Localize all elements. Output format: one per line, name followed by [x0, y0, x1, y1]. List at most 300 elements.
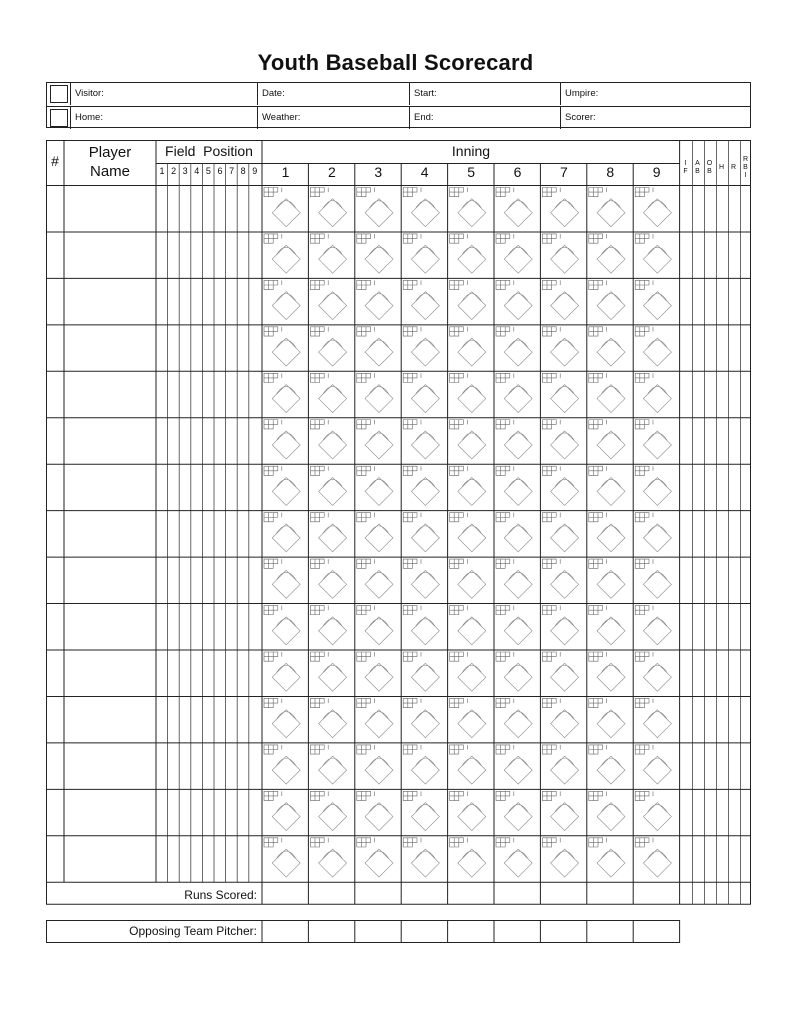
at-bat-cell[interactable]: [264, 466, 300, 505]
at-bat-cell[interactable]: [310, 327, 346, 366]
at-bat-cell[interactable]: [635, 327, 671, 366]
diamond-icon: [365, 385, 393, 413]
diamond-icon: [504, 756, 532, 784]
diamond-icon: [365, 617, 393, 645]
count-boxes: [310, 559, 328, 568]
at-bat-cell[interactable]: [264, 652, 300, 691]
at-bat-cell[interactable]: [450, 466, 486, 505]
count-boxes: [635, 234, 653, 243]
at-bat-cell[interactable]: [450, 513, 486, 552]
count-boxes: [264, 280, 282, 289]
at-bat-cell[interactable]: [589, 791, 625, 830]
at-bat-cell[interactable]: [450, 188, 486, 227]
diamond-icon: [319, 338, 347, 366]
position-2-header: 2: [171, 166, 177, 176]
at-bat-cell[interactable]: [357, 234, 393, 273]
at-bat-cell[interactable]: [264, 838, 300, 877]
diamond-icon: [458, 617, 486, 645]
at-bat-cell[interactable]: [357, 513, 393, 552]
diamond-icon: [551, 849, 579, 877]
count-boxes: [403, 327, 421, 336]
at-bat-cell[interactable]: [496, 652, 532, 691]
at-bat-cell[interactable]: [589, 559, 625, 598]
diamond-icon: [504, 245, 532, 273]
diamond-icon: [365, 710, 393, 738]
diamond-icon: [643, 385, 671, 413]
at-bat-cell[interactable]: [589, 513, 625, 552]
count-boxes: [589, 280, 607, 289]
diamond-icon: [504, 617, 532, 645]
diamond-icon: [597, 477, 625, 505]
position-5-header: 5: [205, 166, 211, 176]
diamond-icon: [597, 385, 625, 413]
diamond-icon: [551, 710, 579, 738]
diamond-icon: [551, 570, 579, 598]
at-bat-cell[interactable]: [310, 373, 346, 412]
count-boxes: [542, 466, 560, 475]
diamond-icon: [411, 617, 439, 645]
diamond-icon: [597, 849, 625, 877]
at-bat-cell[interactable]: [310, 652, 346, 691]
diamond-icon: [411, 570, 439, 598]
count-boxes: [589, 234, 607, 243]
diamond-icon: [643, 245, 671, 273]
diamond-icon: [411, 803, 439, 831]
inning-7-header: 7: [559, 164, 568, 180]
at-bat-cell[interactable]: [310, 791, 346, 830]
at-bat-cell[interactable]: [450, 698, 486, 737]
count-boxes: [496, 652, 514, 661]
at-bat-cell[interactable]: [264, 373, 300, 412]
at-bat-cell[interactable]: [589, 606, 625, 645]
at-bat-cell[interactable]: [589, 698, 625, 737]
field-position-header: Field Position: [165, 143, 253, 159]
diamond-icon: [411, 756, 439, 784]
at-bat-cell[interactable]: [542, 698, 578, 737]
count-boxes: [589, 606, 607, 615]
at-bat-cell[interactable]: [357, 791, 393, 830]
count-boxes: [450, 327, 468, 336]
count-boxes: [542, 698, 560, 707]
diamond-icon: [551, 292, 579, 320]
count-boxes: [450, 513, 468, 522]
count-boxes: [264, 606, 282, 615]
at-bat-cell[interactable]: [496, 606, 532, 645]
diamond-icon: [319, 803, 347, 831]
at-bat-cell[interactable]: [310, 513, 346, 552]
diamond-icon: [643, 477, 671, 505]
diamond-icon: [365, 477, 393, 505]
at-bat-cell[interactable]: [450, 420, 486, 459]
at-bat-cell[interactable]: [403, 234, 439, 273]
diamond-icon: [272, 385, 300, 413]
at-bat-cell[interactable]: [496, 280, 532, 319]
at-bat-cell[interactable]: [496, 791, 532, 830]
count-boxes: [357, 234, 375, 243]
at-bat-cell[interactable]: [542, 745, 578, 784]
count-boxes: [264, 327, 282, 336]
diamond-icon: [643, 617, 671, 645]
at-bat-cell[interactable]: [635, 373, 671, 412]
diamond-icon: [319, 710, 347, 738]
count-boxes: [635, 791, 653, 800]
at-bat-cell[interactable]: [450, 234, 486, 273]
diamond-icon: [597, 245, 625, 273]
diamond-icon: [272, 338, 300, 366]
diamond-icon: [319, 245, 347, 273]
at-bat-cell[interactable]: [357, 606, 393, 645]
diamond-icon: [643, 199, 671, 227]
at-bat-cell[interactable]: [310, 188, 346, 227]
at-bat-cell[interactable]: [496, 327, 532, 366]
at-bat-cell[interactable]: [635, 420, 671, 459]
number-header: #: [51, 153, 59, 169]
at-bat-cell[interactable]: [357, 188, 393, 227]
count-boxes: [403, 513, 421, 522]
start-field[interactable]: Start:: [409, 83, 560, 105]
at-bat-cell[interactable]: [542, 652, 578, 691]
diamond-icon: [272, 477, 300, 505]
at-bat-cell[interactable]: [310, 234, 346, 273]
position-8-header: 8: [240, 166, 246, 176]
at-bat-cell[interactable]: [310, 745, 346, 784]
count-boxes: [357, 745, 375, 754]
count-boxes: [264, 791, 282, 800]
stat-2-header-char: O: [706, 160, 713, 167]
count-boxes: [635, 559, 653, 568]
at-bat-cell[interactable]: [589, 838, 625, 877]
at-bat-cell[interactable]: [357, 373, 393, 412]
at-bat-cell[interactable]: [310, 420, 346, 459]
count-boxes: [450, 280, 468, 289]
at-bat-cell[interactable]: [403, 188, 439, 227]
scorer-field[interactable]: Scorer:: [560, 107, 750, 129]
home-field[interactable]: Home:: [70, 107, 257, 129]
at-bat-cell[interactable]: [310, 280, 346, 319]
diamond-icon: [551, 245, 579, 273]
diamond-icon: [551, 477, 579, 505]
diamond-icon: [272, 570, 300, 598]
count-boxes: [310, 745, 328, 754]
at-bat-cell[interactable]: [635, 559, 671, 598]
stat-2-header-char: B: [707, 168, 712, 175]
runs-scored-label: Runs Scored:: [184, 888, 257, 902]
at-bat-cell[interactable]: [450, 606, 486, 645]
diamond-icon: [643, 663, 671, 691]
at-bat-cell[interactable]: [403, 791, 439, 830]
at-bat-cell[interactable]: [589, 234, 625, 273]
diamond-icon: [319, 477, 347, 505]
at-bat-cell[interactable]: [450, 791, 486, 830]
at-bat-cell[interactable]: [635, 838, 671, 877]
at-bat-cell[interactable]: [635, 188, 671, 227]
at-bat-cell[interactable]: [635, 606, 671, 645]
diamond-icon: [319, 199, 347, 227]
diamond-icon: [365, 803, 393, 831]
inning-header: Inning: [451, 143, 491, 159]
diamond-icon: [643, 756, 671, 784]
diamond-icon: [504, 710, 532, 738]
count-boxes: [589, 513, 607, 522]
count-boxes: [264, 420, 282, 429]
at-bat-cell[interactable]: [450, 327, 486, 366]
diamond-icon: [458, 477, 486, 505]
at-bat-cell[interactable]: [635, 280, 671, 319]
count-boxes: [310, 513, 328, 522]
at-bat-cell[interactable]: [589, 373, 625, 412]
at-bat-cell[interactable]: [357, 420, 393, 459]
at-bat-cell[interactable]: [310, 698, 346, 737]
count-boxes: [589, 188, 607, 197]
at-bat-cell[interactable]: [635, 466, 671, 505]
diamond-icon: [504, 431, 532, 459]
diamond-icon: [643, 338, 671, 366]
at-bat-cell[interactable]: [542, 234, 578, 273]
at-bat-cell[interactable]: [264, 188, 300, 227]
at-bat-cell[interactable]: [450, 838, 486, 877]
diamond-icon: [458, 431, 486, 459]
diamond-icon: [458, 338, 486, 366]
stat-1-header-char: A: [695, 160, 700, 167]
at-bat-cell[interactable]: [589, 466, 625, 505]
diamond-icon: [643, 710, 671, 738]
diamond-icon: [411, 431, 439, 459]
diamond-icon: [458, 849, 486, 877]
diamond-icon: [319, 524, 347, 552]
count-boxes: [542, 652, 560, 661]
weather-field[interactable]: Weather:: [257, 107, 409, 129]
at-bat-cell[interactable]: [542, 420, 578, 459]
count-boxes: [403, 698, 421, 707]
count-boxes: [450, 234, 468, 243]
diamond-icon: [411, 199, 439, 227]
at-bat-cell[interactable]: [542, 373, 578, 412]
at-bat-cell[interactable]: [403, 327, 439, 366]
at-bat-cell[interactable]: [542, 327, 578, 366]
at-bat-cell[interactable]: [450, 559, 486, 598]
count-boxes: [496, 188, 514, 197]
at-bat-cell[interactable]: [589, 420, 625, 459]
count-boxes: [542, 280, 560, 289]
diamond-icon: [272, 292, 300, 320]
visitor-field[interactable]: Visitor:: [70, 83, 257, 105]
at-bat-cell[interactable]: [403, 513, 439, 552]
count-boxes: [635, 606, 653, 615]
diamond-icon: [458, 292, 486, 320]
count-boxes: [635, 420, 653, 429]
diamond-icon: [365, 849, 393, 877]
count-boxes: [264, 373, 282, 382]
at-bat-cell[interactable]: [542, 466, 578, 505]
at-bat-cell[interactable]: [589, 652, 625, 691]
at-bat-cell[interactable]: [496, 234, 532, 273]
count-boxes: [403, 466, 421, 475]
count-boxes: [542, 559, 560, 568]
inning-2-header: 2: [327, 164, 336, 180]
diamond-icon: [597, 338, 625, 366]
diamond-icon: [597, 431, 625, 459]
count-boxes: [357, 420, 375, 429]
count-boxes: [403, 606, 421, 615]
diamond-icon: [365, 663, 393, 691]
at-bat-cell[interactable]: [496, 745, 532, 784]
at-bat-cell[interactable]: [496, 698, 532, 737]
count-boxes: [310, 791, 328, 800]
diamond-icon: [319, 431, 347, 459]
count-boxes: [403, 745, 421, 754]
diamond-icon: [319, 849, 347, 877]
at-bat-cell[interactable]: [542, 791, 578, 830]
at-bat-cell[interactable]: [357, 652, 393, 691]
at-bat-cell[interactable]: [589, 280, 625, 319]
count-boxes: [450, 698, 468, 707]
diamond-icon: [504, 477, 532, 505]
count-boxes: [264, 745, 282, 754]
position-6-header: 6: [217, 166, 223, 176]
at-bat-cell[interactable]: [357, 280, 393, 319]
at-bat-cell[interactable]: [589, 188, 625, 227]
at-bat-cell[interactable]: [264, 513, 300, 552]
at-bat-cell[interactable]: [310, 606, 346, 645]
at-bat-cell[interactable]: [357, 559, 393, 598]
stat-5-header-char: B: [743, 164, 748, 171]
diamond-icon: [411, 710, 439, 738]
at-bat-cell[interactable]: [496, 373, 532, 412]
at-bat-cell[interactable]: [357, 698, 393, 737]
count-boxes: [589, 420, 607, 429]
diamond-icon: [643, 570, 671, 598]
at-bat-cell[interactable]: [403, 838, 439, 877]
diamond-icon: [643, 524, 671, 552]
diamond-icon: [504, 199, 532, 227]
at-bat-cell[interactable]: [542, 606, 578, 645]
at-bat-cell[interactable]: [264, 559, 300, 598]
at-bat-cell[interactable]: [450, 745, 486, 784]
count-boxes: [589, 698, 607, 707]
at-bat-cell[interactable]: [403, 652, 439, 691]
at-bat-cell[interactable]: [264, 234, 300, 273]
count-boxes: [357, 791, 375, 800]
umpire-field[interactable]: Umpire:: [560, 83, 750, 105]
count-boxes: [635, 745, 653, 754]
at-bat-cell[interactable]: [310, 466, 346, 505]
date-field[interactable]: Date:: [257, 83, 409, 105]
at-bat-cell[interactable]: [635, 698, 671, 737]
at-bat-cell[interactable]: [542, 513, 578, 552]
at-bat-cell[interactable]: [450, 280, 486, 319]
count-boxes: [357, 513, 375, 522]
diamond-icon: [551, 385, 579, 413]
at-bat-cell[interactable]: [450, 373, 486, 412]
count-boxes: [310, 280, 328, 289]
diamond-icon: [504, 849, 532, 877]
at-bat-cell[interactable]: [310, 559, 346, 598]
stat-4-header-char: R: [730, 164, 737, 171]
at-bat-cell[interactable]: [496, 559, 532, 598]
count-boxes: [357, 280, 375, 289]
diamond-icon: [272, 524, 300, 552]
diamond-icon: [458, 385, 486, 413]
count-boxes: [450, 606, 468, 615]
count-boxes: [310, 698, 328, 707]
at-bat-cell[interactable]: [589, 745, 625, 784]
at-bat-cell[interactable]: [635, 745, 671, 784]
at-bat-cell[interactable]: [403, 280, 439, 319]
at-bat-cell[interactable]: [542, 559, 578, 598]
at-bat-cell[interactable]: [403, 559, 439, 598]
diamond-icon: [272, 849, 300, 877]
at-bat-cell[interactable]: [635, 652, 671, 691]
count-boxes: [496, 559, 514, 568]
at-bat-cell[interactable]: [403, 698, 439, 737]
at-bat-cell[interactable]: [310, 838, 346, 877]
count-boxes: [589, 466, 607, 475]
at-bat-cell[interactable]: [357, 745, 393, 784]
at-bat-cell[interactable]: [403, 745, 439, 784]
count-boxes: [496, 791, 514, 800]
at-bat-cell[interactable]: [403, 606, 439, 645]
at-bat-cell[interactable]: [264, 327, 300, 366]
at-bat-cell[interactable]: [264, 698, 300, 737]
count-boxes: [589, 791, 607, 800]
at-bat-cell[interactable]: [403, 466, 439, 505]
at-bat-cell[interactable]: [357, 327, 393, 366]
diamond-icon: [365, 292, 393, 320]
at-bat-cell[interactable]: [264, 745, 300, 784]
count-boxes: [450, 838, 468, 847]
count-boxes: [635, 698, 653, 707]
at-bat-cell[interactable]: [635, 513, 671, 552]
diamond-icon: [551, 663, 579, 691]
count-boxes: [357, 188, 375, 197]
at-bat-cell[interactable]: [496, 420, 532, 459]
count-boxes: [496, 280, 514, 289]
at-bat-cell[interactable]: [496, 466, 532, 505]
count-boxes: [542, 513, 560, 522]
count-boxes: [403, 791, 421, 800]
position-1-header: 1: [159, 166, 165, 176]
at-bat-cell[interactable]: [496, 513, 532, 552]
at-bat-cell[interactable]: [635, 234, 671, 273]
at-bat-cell[interactable]: [264, 606, 300, 645]
diamond-icon: [365, 524, 393, 552]
diamond-icon: [272, 756, 300, 784]
at-bat-cell[interactable]: [403, 420, 439, 459]
stat-0-header-char: F: [683, 168, 688, 175]
diamond-icon: [411, 245, 439, 273]
player-header-line2: Name: [89, 163, 130, 180]
stat-1-header-char: B: [695, 168, 700, 175]
at-bat-cell[interactable]: [450, 652, 486, 691]
at-bat-cell[interactable]: [496, 838, 532, 877]
at-bat-cell[interactable]: [542, 838, 578, 877]
diamond-icon: [319, 617, 347, 645]
at-bat-cell[interactable]: [264, 280, 300, 319]
count-boxes: [496, 373, 514, 382]
at-bat-cell[interactable]: [264, 420, 300, 459]
at-bat-cell[interactable]: [542, 280, 578, 319]
at-bat-cell[interactable]: [542, 188, 578, 227]
at-bat-cell[interactable]: [357, 838, 393, 877]
at-bat-cell[interactable]: [589, 327, 625, 366]
at-bat-cell[interactable]: [635, 791, 671, 830]
at-bat-cell[interactable]: [496, 188, 532, 227]
at-bat-cell[interactable]: [403, 373, 439, 412]
diamond-icon: [458, 756, 486, 784]
end-field[interactable]: End:: [409, 107, 560, 129]
at-bat-cell[interactable]: [357, 466, 393, 505]
at-bat-cell[interactable]: [264, 791, 300, 830]
